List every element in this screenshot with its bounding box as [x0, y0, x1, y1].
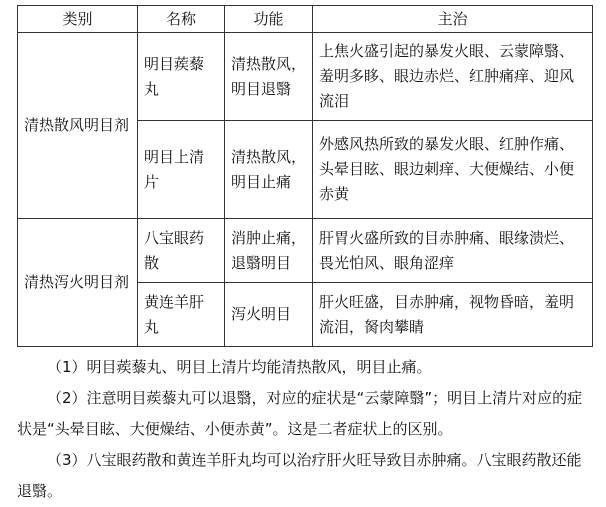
function-cell: 泻火明目: [225, 283, 313, 347]
indication-cell: 上焦火盛引起的暴发火眼、云蒙障翳、羞明多眵、眼边赤烂、红肿痛痒、迎风流泪: [313, 33, 593, 121]
name-cell: 明目蒺藜丸: [138, 33, 225, 121]
name-cell: 八宝眼药散: [138, 219, 225, 283]
notes-section: [17, 352, 592, 507]
table-row: [18, 219, 593, 283]
function-cell: 清热散风，明目退翳: [225, 33, 313, 121]
header-indication: 主治: [313, 6, 593, 33]
function-cell: 清热散风，明目止痛: [225, 121, 313, 219]
table-header-row: [18, 6, 593, 33]
prescription-table: [17, 5, 593, 347]
name-cell: 明目上清片: [138, 121, 225, 219]
header-function: 功能: [225, 6, 313, 33]
category-cell: 清热散风明目剂: [18, 33, 138, 219]
header-name: 名称: [138, 6, 225, 33]
indication-cell: 外感风热所致的暴发火眼、红肿作痛、头晕目眩、眼边刺痒、大便燥结、小便赤黄: [313, 121, 593, 219]
name-cell: 黄连羊肝丸: [138, 283, 225, 347]
function-cell: 消肿止痛，退翳明目: [225, 219, 313, 283]
category-cell: 清热泻火明目剂: [18, 219, 138, 347]
indication-cell: 肝火旺盛，目赤肿痛，视物昏暗，羞明流泪，胬肉攀睛: [313, 283, 593, 347]
table-row: [18, 33, 593, 121]
note-paragraph: （3）八宝眼药散和黄连羊肝丸均可以治疗肝火旺导致目赤肿痛。八宝眼药散还能退翳。: [17, 451, 582, 500]
header-category: 类别: [18, 6, 138, 33]
note-paragraph: （2）注意明目蒺藜丸可以退翳，对应的症状是“云蒙障翳”；明目上清片对应的症状是“头晕目眩、大便燥结、小便赤黄”。这是二者症状上的区别。: [17, 389, 583, 438]
note-paragraph: （1）明目蒺藜丸、明目上清片均能清热散风，明目止痛。: [47, 358, 432, 376]
indication-cell: 肝胃火盛所致的目赤肿痛、眼缘溃烂、畏光怕风、眼角涩痒: [313, 219, 593, 283]
